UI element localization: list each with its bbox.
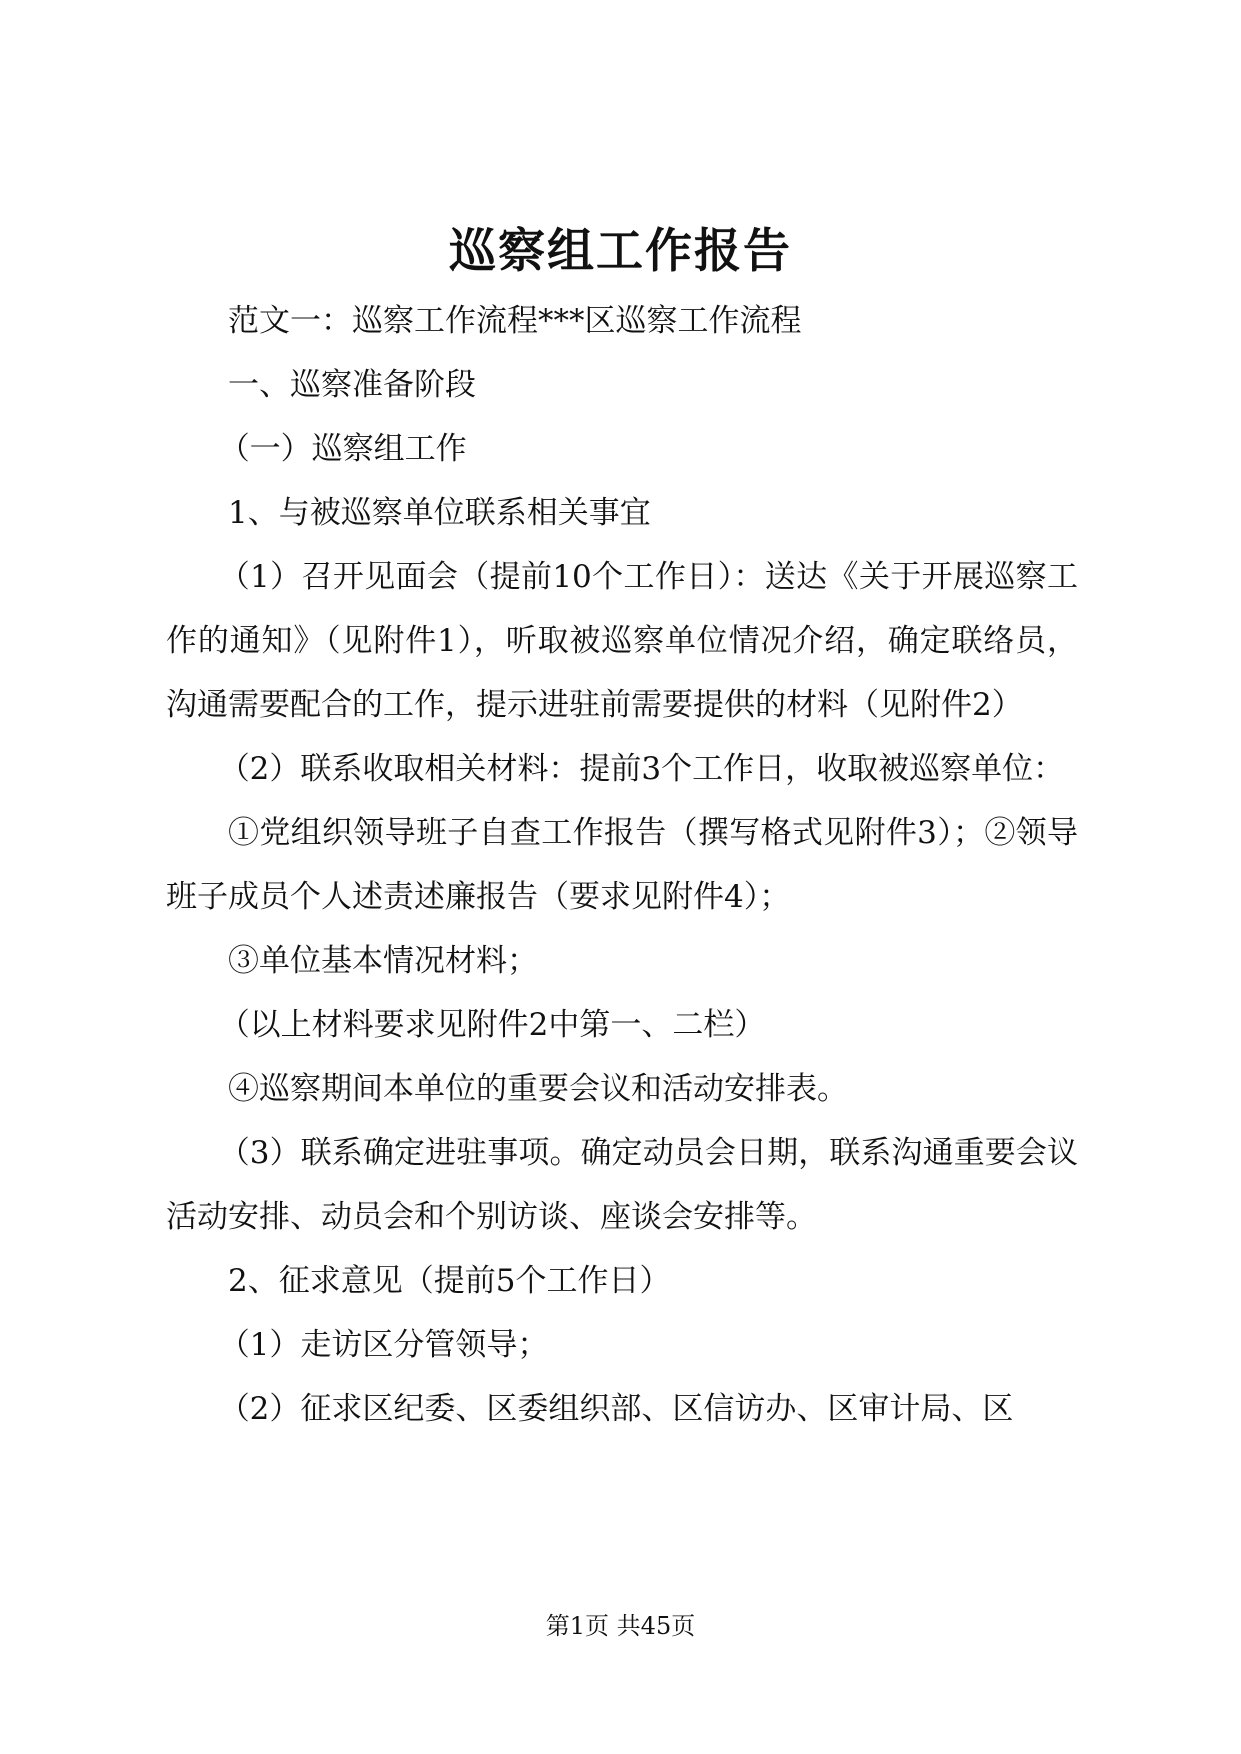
paragraph: （2）联系收取相关材料：提前3个工作日，收取被巡察单位： bbox=[218, 751, 1065, 787]
document-body bbox=[166, 289, 1078, 1441]
paragraph: ④巡察期间本单位的重要会议和活动安排表。 bbox=[228, 1071, 848, 1107]
paragraph: （以上材料要求见附件2中第一、二栏） bbox=[218, 1007, 766, 1043]
document-title: 巡察组工作报告 bbox=[449, 224, 792, 279]
paragraph: （2）征求区纪委、区委组织部、区信访办、区审计局、区 bbox=[218, 1391, 1014, 1427]
paragraph: （1）走访区分管领导； bbox=[218, 1327, 549, 1363]
paragraph: 1、与被巡察单位联系相关事宜 bbox=[228, 495, 651, 531]
paragraph: 范文一：巡察工作流程***区巡察工作流程 bbox=[228, 303, 802, 339]
paragraph: ①党组织领导班子自查工作报告（撰写格式见附件3）；②领导班子成员个人述责述廉报告（要求见附件4）； bbox=[166, 815, 1078, 915]
page-number-footer: 第1页 共45页 bbox=[545, 1612, 696, 1640]
paragraph: 2、征求意见（提前5个工作日） bbox=[228, 1263, 671, 1299]
paragraph: 一、巡察准备阶段 bbox=[228, 367, 476, 403]
paragraph: （一）巡察组工作 bbox=[218, 431, 467, 467]
paragraph: （1）召开见面会（提前10个工作日）：送达《关于开展巡察工作的通知》（见附件1），听取被巡察单位情况介绍，确定联络员，沟通需要配合的工作，提示进驻前需要提供的材料（见附件2） bbox=[166, 559, 1078, 723]
paragraph: （3）联系确定进驻事项。确定动员会日期，联系沟通重要会议活动安排、动员会和个别访谈、座谈会安排等。 bbox=[166, 1135, 1078, 1235]
paragraph: ③单位基本情况材料； bbox=[228, 943, 538, 979]
